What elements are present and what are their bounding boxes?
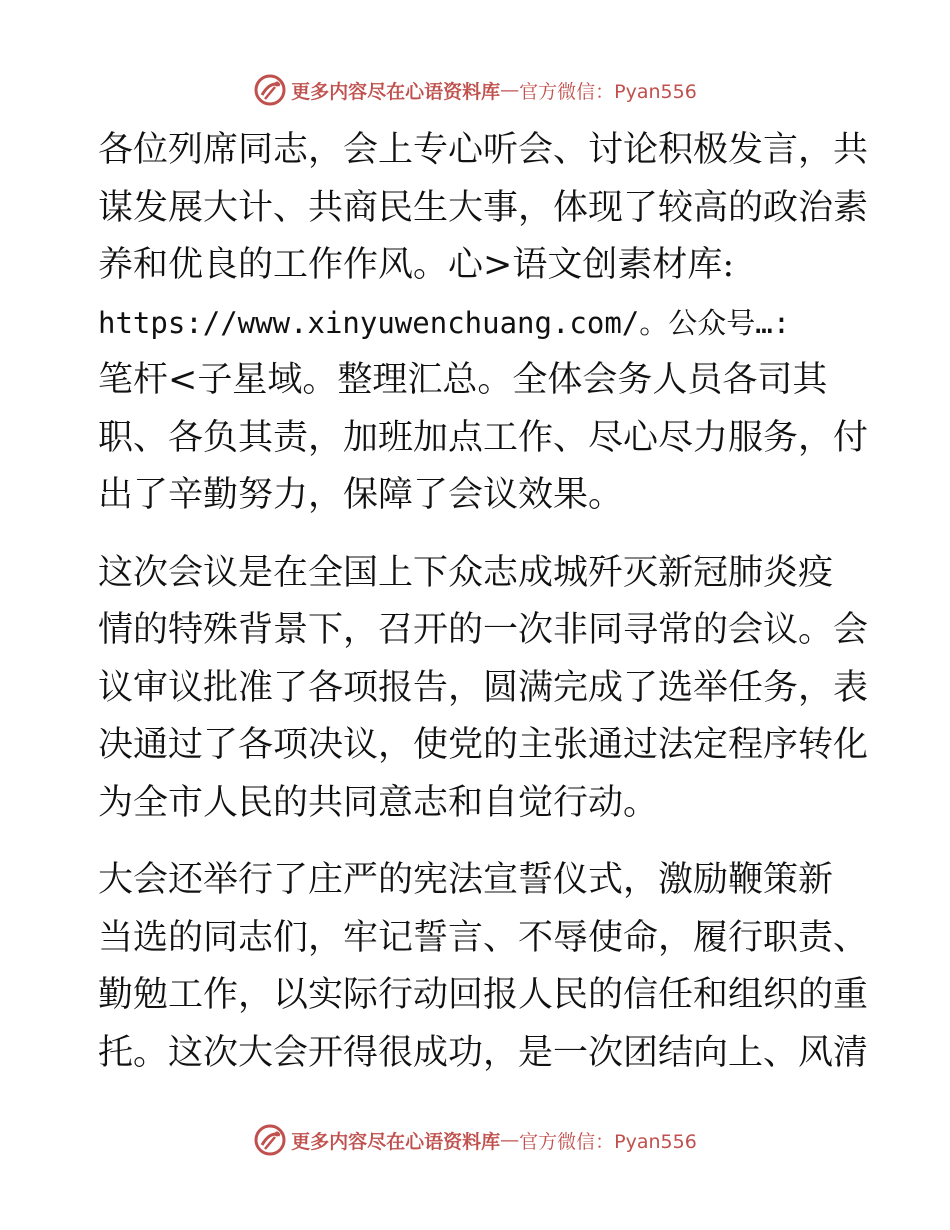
text-line: 为全市人民的共同意志和自觉行动。 — [98, 782, 659, 823]
paragraph-3 — [98, 852, 869, 1082]
header-banner — [0, 70, 950, 110]
document-body — [98, 122, 869, 1082]
text-line: 笔杆<子星域。整理汇总。全体会务人员各司其 — [98, 360, 828, 400]
text-line: 出了辛勤努力，保障了会议效果。 — [98, 475, 624, 515]
paragraph-2 — [98, 545, 869, 833]
text-line: 职、各负其责，加班加点工作、尽心尽力服务，付 — [98, 417, 869, 458]
paragraph-1 — [98, 122, 869, 525]
text-line: 当选的同志们，牢记誓言、不辱使命，履行职责、 — [98, 917, 869, 958]
logo-icon — [253, 1123, 287, 1157]
text-line: 各位列席同志，会上专心听会、讨论积极发言，共 — [98, 130, 869, 170]
banner-title: 更多内容尽在心语资料库 — [291, 1130, 501, 1153]
text-line: 谋发展大计、共商民生大事，体现了较高的政治素 — [98, 187, 869, 228]
banner-dash: — — [500, 1129, 520, 1151]
text-line: 托。这次大会开得很成功，是一次团结向上、风清 — [98, 1032, 869, 1073]
text-line: 勤勉工作，以实际行动回报人民的信任和组织的重 — [98, 975, 869, 1015]
banner-dash: — — [500, 79, 520, 101]
footer-banner — [0, 1120, 950, 1160]
text-line: 决通过了各项决议，使党的主张通过法定程序转化 — [98, 725, 869, 765]
text-line: 养和优良的工作作风。心>语文创素材库: — [98, 245, 735, 285]
banner-wechat: 官方微信：Pyan556 — [519, 1130, 697, 1153]
banner-title: 更多内容尽在心语资料库 — [291, 80, 501, 103]
text-line: 情的特殊背景下，召开的一次非同寻常的会议。会 — [98, 610, 869, 650]
text-line: 大会还举行了庄严的宪法宣誓仪式，激励鞭策新 — [98, 860, 834, 900]
url-line: https://www.xinyuwenchuang.com/。公众号…: — [98, 305, 791, 340]
text-line: 议审议批准了各项报告，圆满完成了选举任务，表 — [98, 667, 869, 708]
logo-icon — [253, 73, 287, 107]
text-line: 这次会议是在全国上下众志成城歼灭新冠肺炎疫 — [98, 552, 834, 593]
banner-wechat: 官方微信：Pyan556 — [519, 80, 697, 103]
